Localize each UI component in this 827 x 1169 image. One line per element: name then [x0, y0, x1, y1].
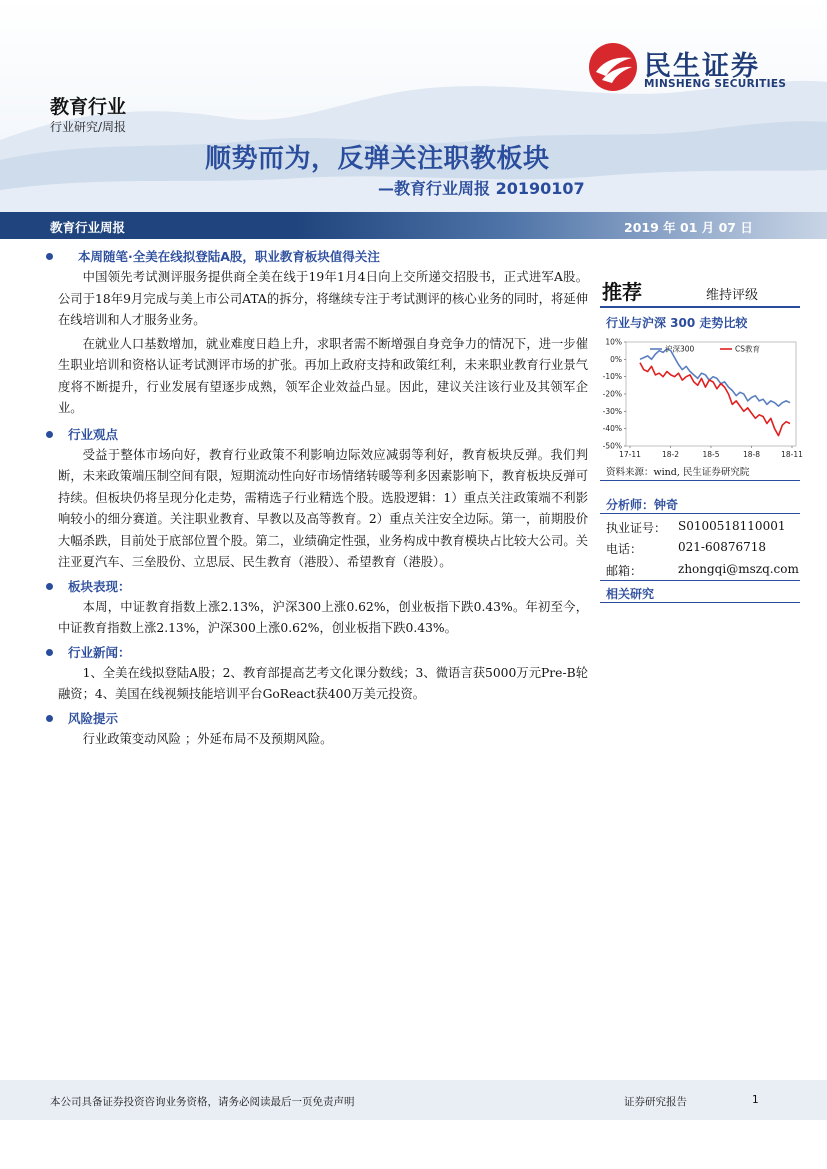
chart-frame: [626, 342, 796, 446]
section-bullet-icon: [46, 715, 53, 722]
rating-recommend: 推荐: [602, 280, 642, 304]
phone-label: 电话：: [606, 542, 643, 556]
minsheng-logo-icon: [588, 42, 638, 92]
email-label: 邮箱：: [606, 564, 643, 578]
section-heading: 本周随笔·全美在线拟登陆A股，职业教育板块值得关注: [78, 249, 380, 264]
legend-label: 沪深300: [665, 344, 695, 354]
divider: [600, 480, 800, 481]
section-industry-view: [42, 424, 588, 574]
paragraph: 中国领先考试测评服务提供商全美在线于19年1月4日向上交所递交招股书，正式进军A股。公司于18年9月完成与美上市公司ATA的拆分，将继续专注于考试测评的核心业务的同时，将延伸在线培训和人才服务业务。: [58, 270, 588, 327]
section-heading: 行业观点: [68, 426, 119, 442]
section-bullet-icon: [46, 583, 53, 590]
section-heading: 风险提示: [68, 710, 119, 726]
brand-logo: [588, 42, 808, 94]
brand-name-cn: 民生证券: [644, 51, 760, 82]
section-industry-news: [42, 642, 588, 706]
license-value: S0100518110001: [678, 519, 786, 533]
paragraph: 受益于整体市场向好，教育行业政策不利影响边际效应减弱等利好，教育板块反弹。我们判断，未来政策端压制空间有限，短期流动性向好市场情绪转暖等利多因素影响下，教育板块反弹可持续。但板块仍将呈现分化走势，需精选子行业精选个股。选股逻辑：1）重点关注政策端不利影响较小的细分赛道。关注职业教育、早教以及高等教育。2）重点关注安全边际。第一，前期股价大幅杀跌，目前处于底部位置个股。第二，业绩确定性强，业务构成中教育模块占比较大公司。关注亚夏汽车、三垒股份、立思辰、民生教育（港股）、希望教育（港股）。: [58, 447, 588, 569]
band-report-label: 教育行业周报: [50, 220, 126, 235]
report-type: 行业研究/周报: [50, 120, 127, 134]
series-line-cs-education: [640, 363, 790, 436]
x-tick-label: 17-11: [619, 450, 641, 459]
y-tick-label: -30%: [602, 406, 622, 416]
phone-value: 021-60876718: [678, 540, 767, 554]
section-weekly-essay: [42, 246, 588, 420]
chart-title: 行业与沪深 300 走势比较: [606, 316, 748, 330]
section-bullet-icon: [46, 649, 53, 656]
y-tick-label: -50%: [602, 441, 622, 451]
brand-name-en: MINSHENG SECURITIES: [644, 78, 787, 90]
trend-chart: [600, 336, 803, 462]
divider: [600, 306, 800, 308]
related-research-label: 相关研究: [606, 587, 655, 601]
section-bullet-icon: [46, 253, 53, 260]
x-tick-label: 18-2: [661, 450, 680, 459]
band-date: 2019 年 01 月 07 日: [624, 220, 753, 235]
report-title: 顺势而为，反弹关注职教板块: [205, 144, 550, 174]
legend-label: CS教育: [735, 344, 760, 354]
paragraph: 在就业人口基数增加，就业难度日趋上升，求职者需不断增强自身竞争力的情况下，进一步催生职业培训和资格认证考试测评市场的扩张。再加上政府支持和政策红利，未来职业教育行业景气度将不断提升，行业发展有望逐步成熟，领军企业效益凸显。因此，建议关注该行业及其领军企业。: [58, 336, 588, 415]
section-heading: 行业新闻：: [68, 644, 131, 660]
main-content: [42, 246, 588, 750]
chart-source: 资料来源：wind, 民生证券研究院: [606, 467, 750, 478]
divider: [600, 602, 800, 603]
paragraph: 1、全美在线拟登陆A股；2、教育部提高艺考文化课分数线；3、微语言获5000万元Pre-B轮融资；4、美国在线视频技能培训平台GoReact获400万美元投资。: [58, 665, 588, 701]
section-heading: 板块表现：: [68, 578, 131, 594]
series-line-hs300: [640, 349, 790, 406]
y-tick-label: 0%: [610, 354, 622, 364]
y-tick-label: -20%: [602, 389, 622, 399]
paragraph: 本周，中证教育指数上涨2.13%，沪深300上涨0.62%，创业板指下跌0.43%。年初至今，中证教育指数上涨2.13%，沪深300上涨0.62%，创业板指下跌0.43%。: [58, 599, 588, 635]
y-tick-label: -40%: [602, 424, 622, 434]
divider: [600, 580, 800, 581]
email-value[interactable]: zhongqi@mszq.com: [678, 562, 799, 576]
analyst-label: 分析师：钟奇: [606, 498, 679, 512]
rating-maintain: 维持评级: [706, 288, 759, 303]
x-tick-label: 18-5: [702, 450, 720, 459]
divider: [600, 513, 800, 514]
industry-label: 教育行业: [50, 96, 127, 118]
report-subtitle: —教育行业周报 20190107: [378, 179, 585, 198]
section-risk: [42, 708, 588, 751]
y-tick-label: -10%: [602, 372, 622, 382]
footer-disclaimer: 本公司具备证券投资咨询业务资格，请务必阅读最后一页免责声明: [50, 1096, 355, 1108]
paragraph: 行业政策变动风险 ；外延布局不及预期风险。: [82, 731, 333, 746]
footer-report-kind: 证券研究报告: [624, 1096, 687, 1108]
section-bullet-icon: [46, 431, 53, 438]
x-tick-label: 18-8: [742, 450, 761, 459]
license-label: 执业证号：: [606, 521, 667, 535]
footer-page-number: 1: [752, 1094, 759, 1106]
section-sector-performance: [42, 576, 588, 640]
x-tick-label: 18-11: [781, 450, 803, 459]
y-tick-label: 10%: [605, 337, 622, 347]
